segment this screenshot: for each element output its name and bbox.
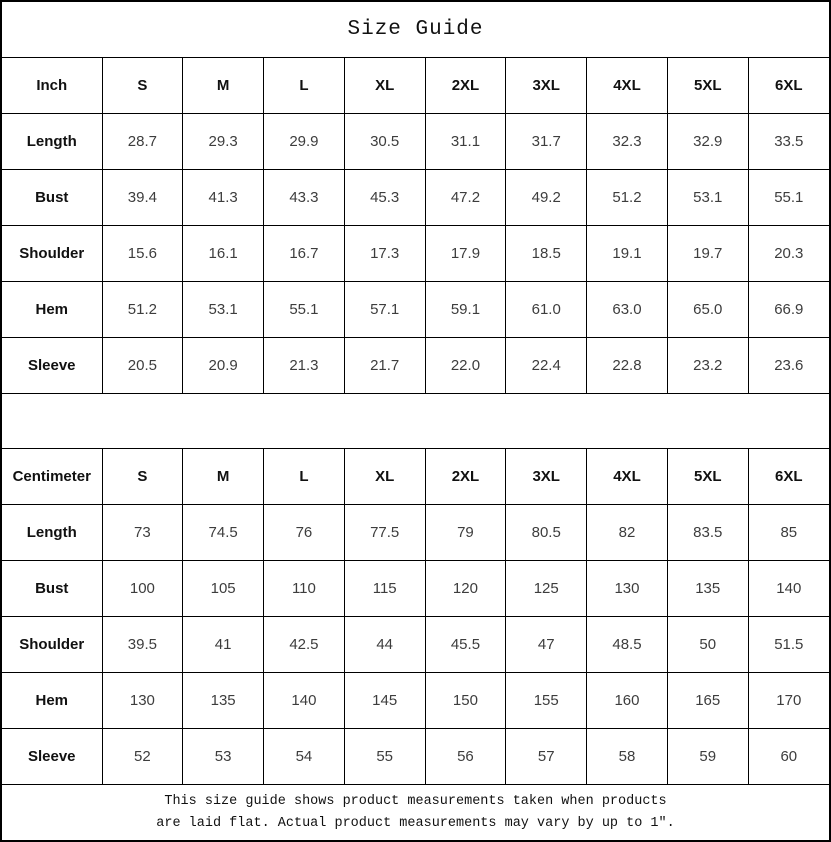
measurement-value-cell: 22.4: [506, 338, 587, 394]
measurement-value-cell: 51.5: [748, 617, 829, 673]
size-header-row: [2, 58, 829, 114]
measurement-value-cell: 77.5: [344, 505, 425, 561]
measurement-value-cell: 160: [587, 673, 668, 729]
footer-note-line2: are laid flat. Actual product measurements may vary by up to 1″.: [156, 815, 675, 831]
measurement-value-cell: 16.7: [264, 226, 345, 282]
measurement-value-cell: 66.9: [748, 282, 829, 338]
measurement-value-cell: 170: [748, 673, 829, 729]
measurement-value-cell: 20.3: [748, 226, 829, 282]
measurement-value-cell: 32.3: [587, 114, 668, 170]
measurement-value-cell: 105: [183, 561, 264, 617]
measurement-value-cell: 50: [667, 617, 748, 673]
measurement-label-cell: Bust: [2, 170, 102, 226]
measurement-value-cell: 55.1: [748, 170, 829, 226]
size-header-cell: L: [264, 58, 345, 114]
measurement-value-cell: 60: [748, 729, 829, 785]
measurement-value-cell: 82: [587, 505, 668, 561]
measurement-value-cell: 125: [506, 561, 587, 617]
unit-header-cell: Centimeter: [2, 449, 102, 505]
measurement-value-cell: 55.1: [264, 282, 345, 338]
size-header-cell: 2XL: [425, 449, 506, 505]
measurement-row: [2, 505, 829, 561]
measurement-label-cell: Shoulder: [2, 617, 102, 673]
measurement-value-cell: 19.1: [587, 226, 668, 282]
measurement-row: [2, 561, 829, 617]
measurement-value-cell: 100: [102, 561, 183, 617]
measurement-value-cell: 18.5: [506, 226, 587, 282]
measurement-row: [2, 729, 829, 785]
measurement-value-cell: 165: [667, 673, 748, 729]
size-header-cell: 6XL: [748, 58, 829, 114]
measurement-value-cell: 150: [425, 673, 506, 729]
measurement-value-cell: 30.5: [344, 114, 425, 170]
measurement-value-cell: 145: [344, 673, 425, 729]
measurement-value-cell: 120: [425, 561, 506, 617]
measurement-value-cell: 45.3: [344, 170, 425, 226]
size-header-cell: S: [102, 58, 183, 114]
measurement-value-cell: 155: [506, 673, 587, 729]
size-header-cell: 3XL: [506, 58, 587, 114]
measurement-value-cell: 53.1: [667, 170, 748, 226]
measurement-value-cell: 110: [264, 561, 345, 617]
measurement-value-cell: 22.8: [587, 338, 668, 394]
measurement-value-cell: 59: [667, 729, 748, 785]
measurement-value-cell: 32.9: [667, 114, 748, 170]
measurement-value-cell: 56: [425, 729, 506, 785]
footer-note-line1: This size guide shows product measurements taken when products: [164, 793, 667, 809]
measurement-value-cell: 22.0: [425, 338, 506, 394]
measurement-value-cell: 17.3: [344, 226, 425, 282]
measurement-value-cell: 31.7: [506, 114, 587, 170]
measurement-value-cell: 135: [183, 673, 264, 729]
measurement-value-cell: 16.1: [183, 226, 264, 282]
measurement-label-cell: Hem: [2, 282, 102, 338]
size-header-cell: 6XL: [748, 449, 829, 505]
measurement-label-cell: Shoulder: [2, 226, 102, 282]
size-header-cell: 5XL: [667, 449, 748, 505]
measurement-value-cell: 79: [425, 505, 506, 561]
size-header-cell: XL: [344, 58, 425, 114]
measurement-value-cell: 48.5: [587, 617, 668, 673]
measurement-value-cell: 140: [264, 673, 345, 729]
measurement-value-cell: 59.1: [425, 282, 506, 338]
size-header-cell: 4XL: [587, 449, 668, 505]
measurement-value-cell: 135: [667, 561, 748, 617]
measurement-value-cell: 115: [344, 561, 425, 617]
measurement-row: [2, 114, 829, 170]
size-table-centimeter: [2, 448, 829, 785]
measurement-row: [2, 617, 829, 673]
measurement-row: [2, 226, 829, 282]
measurement-value-cell: 29.9: [264, 114, 345, 170]
measurement-value-cell: 17.9: [425, 226, 506, 282]
measurement-value-cell: 85: [748, 505, 829, 561]
measurement-label-cell: Length: [2, 114, 102, 170]
size-header-cell: 3XL: [506, 449, 587, 505]
measurement-value-cell: 33.5: [748, 114, 829, 170]
measurement-value-cell: 47: [506, 617, 587, 673]
measurement-value-cell: 130: [102, 673, 183, 729]
measurement-value-cell: 42.5: [264, 617, 345, 673]
measurement-value-cell: 39.5: [102, 617, 183, 673]
measurement-value-cell: 80.5: [506, 505, 587, 561]
footer-note: [2, 785, 829, 840]
measurement-value-cell: 73: [102, 505, 183, 561]
measurement-value-cell: 19.7: [667, 226, 748, 282]
measurement-value-cell: 44: [344, 617, 425, 673]
measurement-value-cell: 74.5: [183, 505, 264, 561]
measurement-value-cell: 51.2: [587, 170, 668, 226]
measurement-value-cell: 29.3: [183, 114, 264, 170]
unit-header-cell: Inch: [2, 58, 102, 114]
measurement-value-cell: 53: [183, 729, 264, 785]
size-header-cell: L: [264, 449, 345, 505]
measurement-value-cell: 52: [102, 729, 183, 785]
measurement-value-cell: 51.2: [102, 282, 183, 338]
measurement-value-cell: 83.5: [667, 505, 748, 561]
size-header-cell: XL: [344, 449, 425, 505]
measurement-value-cell: 31.1: [425, 114, 506, 170]
measurement-value-cell: 28.7: [102, 114, 183, 170]
measurement-label-cell: Bust: [2, 561, 102, 617]
measurement-value-cell: 49.2: [506, 170, 587, 226]
measurement-value-cell: 130: [587, 561, 668, 617]
measurement-value-cell: 21.7: [344, 338, 425, 394]
measurement-value-cell: 53.1: [183, 282, 264, 338]
measurement-value-cell: 39.4: [102, 170, 183, 226]
measurement-value-cell: 47.2: [425, 170, 506, 226]
measurement-value-cell: 54: [264, 729, 345, 785]
size-header-cell: M: [183, 58, 264, 114]
measurement-row: [2, 170, 829, 226]
measurement-value-cell: 20.9: [183, 338, 264, 394]
size-header-cell: M: [183, 449, 264, 505]
size-header-cell: 4XL: [587, 58, 668, 114]
measurement-value-cell: 23.2: [667, 338, 748, 394]
measurement-row: [2, 338, 829, 394]
measurement-value-cell: 140: [748, 561, 829, 617]
measurement-value-cell: 58: [587, 729, 668, 785]
measurement-value-cell: 23.6: [748, 338, 829, 394]
measurement-value-cell: 45.5: [425, 617, 506, 673]
measurement-value-cell: 55: [344, 729, 425, 785]
measurement-row: [2, 282, 829, 338]
title-row: [2, 2, 829, 57]
size-header-cell: 5XL: [667, 58, 748, 114]
size-header-row: [2, 449, 829, 505]
measurement-value-cell: 63.0: [587, 282, 668, 338]
measurement-value-cell: 41: [183, 617, 264, 673]
measurement-label-cell: Sleeve: [2, 729, 102, 785]
size-header-cell: 2XL: [425, 58, 506, 114]
size-header-cell: S: [102, 449, 183, 505]
measurement-label-cell: Sleeve: [2, 338, 102, 394]
measurement-value-cell: 57.1: [344, 282, 425, 338]
measurement-value-cell: 65.0: [667, 282, 748, 338]
size-table-inch: [2, 57, 829, 394]
measurement-value-cell: 20.5: [102, 338, 183, 394]
measurement-value-cell: 57: [506, 729, 587, 785]
page-title: Size Guide: [347, 18, 484, 41]
measurement-value-cell: 21.3: [264, 338, 345, 394]
measurement-value-cell: 15.6: [102, 226, 183, 282]
table-gap: [2, 394, 829, 448]
measurement-value-cell: 76: [264, 505, 345, 561]
measurement-row: [2, 673, 829, 729]
measurement-value-cell: 43.3: [264, 170, 345, 226]
measurement-label-cell: Length: [2, 505, 102, 561]
measurement-value-cell: 41.3: [183, 170, 264, 226]
measurement-label-cell: Hem: [2, 673, 102, 729]
measurement-value-cell: 61.0: [506, 282, 587, 338]
